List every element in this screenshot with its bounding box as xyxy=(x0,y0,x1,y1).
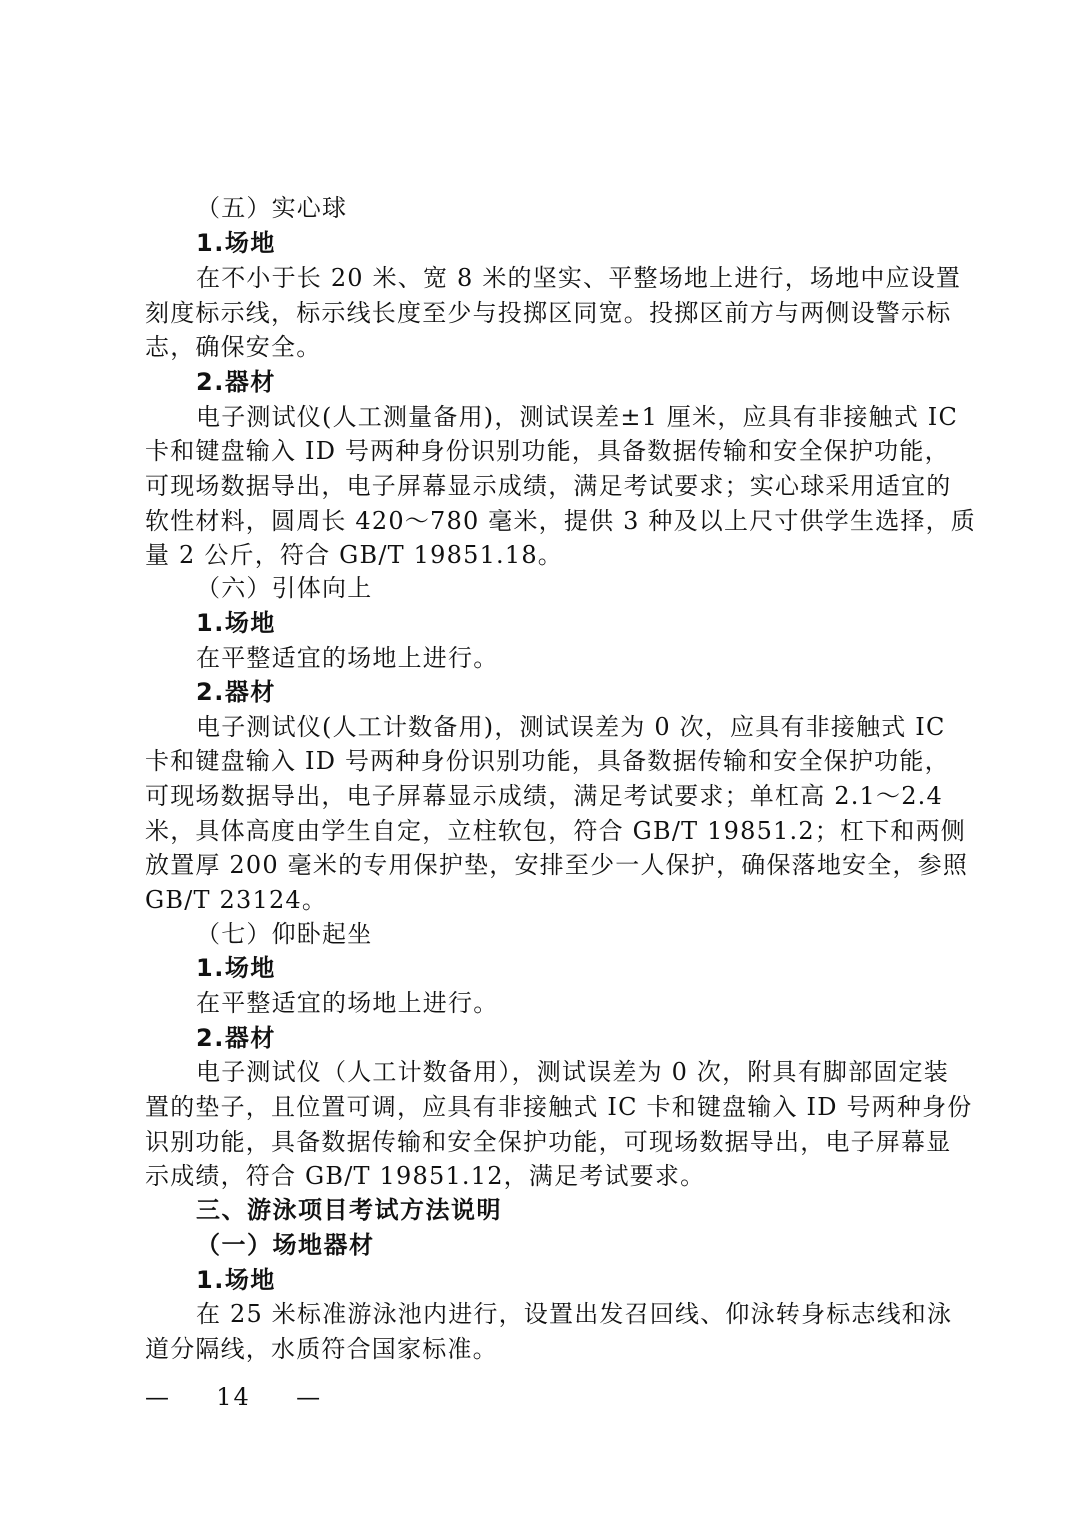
section-heading: （七）仰卧起坐 xyxy=(196,920,373,948)
item-label: 1.场地 xyxy=(196,1266,276,1294)
paragraph-line: 在平整适宜的场地上进行。 xyxy=(196,989,499,1017)
page-number: 14 xyxy=(216,1383,251,1411)
paragraph-line: 示成绩，符合 GB/T 19851.12，满足考试要求。 xyxy=(145,1162,706,1190)
item-label: 2.器材 xyxy=(196,1024,276,1052)
paragraph-line: 刻度标示线，标示线长度至少与投掷区同宽。投掷区前方与两侧设警示标 xyxy=(145,299,952,327)
part-title: 三、游泳项目考试方法说明 xyxy=(196,1196,502,1224)
paragraph-line: 可现场数据导出，电子屏幕显示成绩，满足考试要求；单杠高 2.1～2.4 xyxy=(145,782,943,810)
paragraph-line: GB/T 23124。 xyxy=(145,886,328,914)
footer-dash-left: — xyxy=(145,1383,171,1411)
section-heading: （六）引体向上 xyxy=(196,574,373,602)
paragraph-line: 米，具体高度由学生自定，立柱软包，符合 GB/T 19851.2；杠下和两侧 xyxy=(145,817,967,845)
paragraph-line: 道分隔线，水质符合国家标准。 xyxy=(145,1335,498,1363)
item-label: 1.场地 xyxy=(196,609,276,637)
paragraph-line: 可现场数据导出，电子屏幕显示成绩，满足考试要求；实心球采用适宜的 xyxy=(145,472,952,500)
paragraph-line: 在不小于长 20 米、宽 8 米的坚实、平整场地上进行，场地中应设置 xyxy=(196,264,962,292)
item-label: 1.场地 xyxy=(196,954,276,982)
section-heading: （一）场地器材 xyxy=(196,1231,375,1259)
paragraph-line: 在平整适宜的场地上进行。 xyxy=(196,644,499,672)
paragraph-line: 志，确保安全。 xyxy=(145,333,322,361)
page-footer xyxy=(145,1380,322,1414)
paragraph-line: 软性材料，圆周长 420～780 毫米，提供 3 种及以上尺寸供学生选择，质 xyxy=(145,507,977,535)
paragraph-line: 置的垫子，且位置可调，应具有非接触式 IC 卡和键盘输入 ID 号两种身份 xyxy=(145,1093,973,1121)
item-label: 2.器材 xyxy=(196,368,276,396)
paragraph-line: 量 2 公斤，符合 GB/T 19851.18。 xyxy=(145,541,564,569)
paragraph-line: 电子测试仪(人工测量备用)，测试误差±1 厘米，应具有非接触式 IC xyxy=(196,403,959,431)
footer-dash-right: — xyxy=(296,1383,323,1411)
paragraph-line: 在 25 米标准游泳池内进行，设置出发召回线、仰泳转身标志线和泳 xyxy=(196,1300,953,1328)
paragraph-line: 卡和键盘输入 ID 号两种身份识别功能，具备数据传输和安全保护功能， xyxy=(145,747,950,775)
paragraph-line: 电子测试仪（人工计数备用），测试误差为 0 次，附具有脚部固定装 xyxy=(196,1058,949,1086)
section-heading: （五）实心球 xyxy=(196,194,348,222)
paragraph-line: 卡和键盘输入 ID 号两种身份识别功能，具备数据传输和安全保护功能， xyxy=(145,437,950,465)
item-label: 2.器材 xyxy=(196,678,276,706)
item-label: 1.场地 xyxy=(196,229,276,257)
paragraph-line: 识别功能，具备数据传输和安全保护功能，可现场数据导出，电子屏幕显 xyxy=(145,1128,952,1156)
paragraph-line: 放置厚 200 毫米的专用保护垫，安排至少一人保护，确保落地安全，参照 xyxy=(145,851,969,879)
paragraph-line: 电子测试仪(人工计数备用)，测试误差为 0 次，应具有非接触式 IC xyxy=(196,713,946,741)
